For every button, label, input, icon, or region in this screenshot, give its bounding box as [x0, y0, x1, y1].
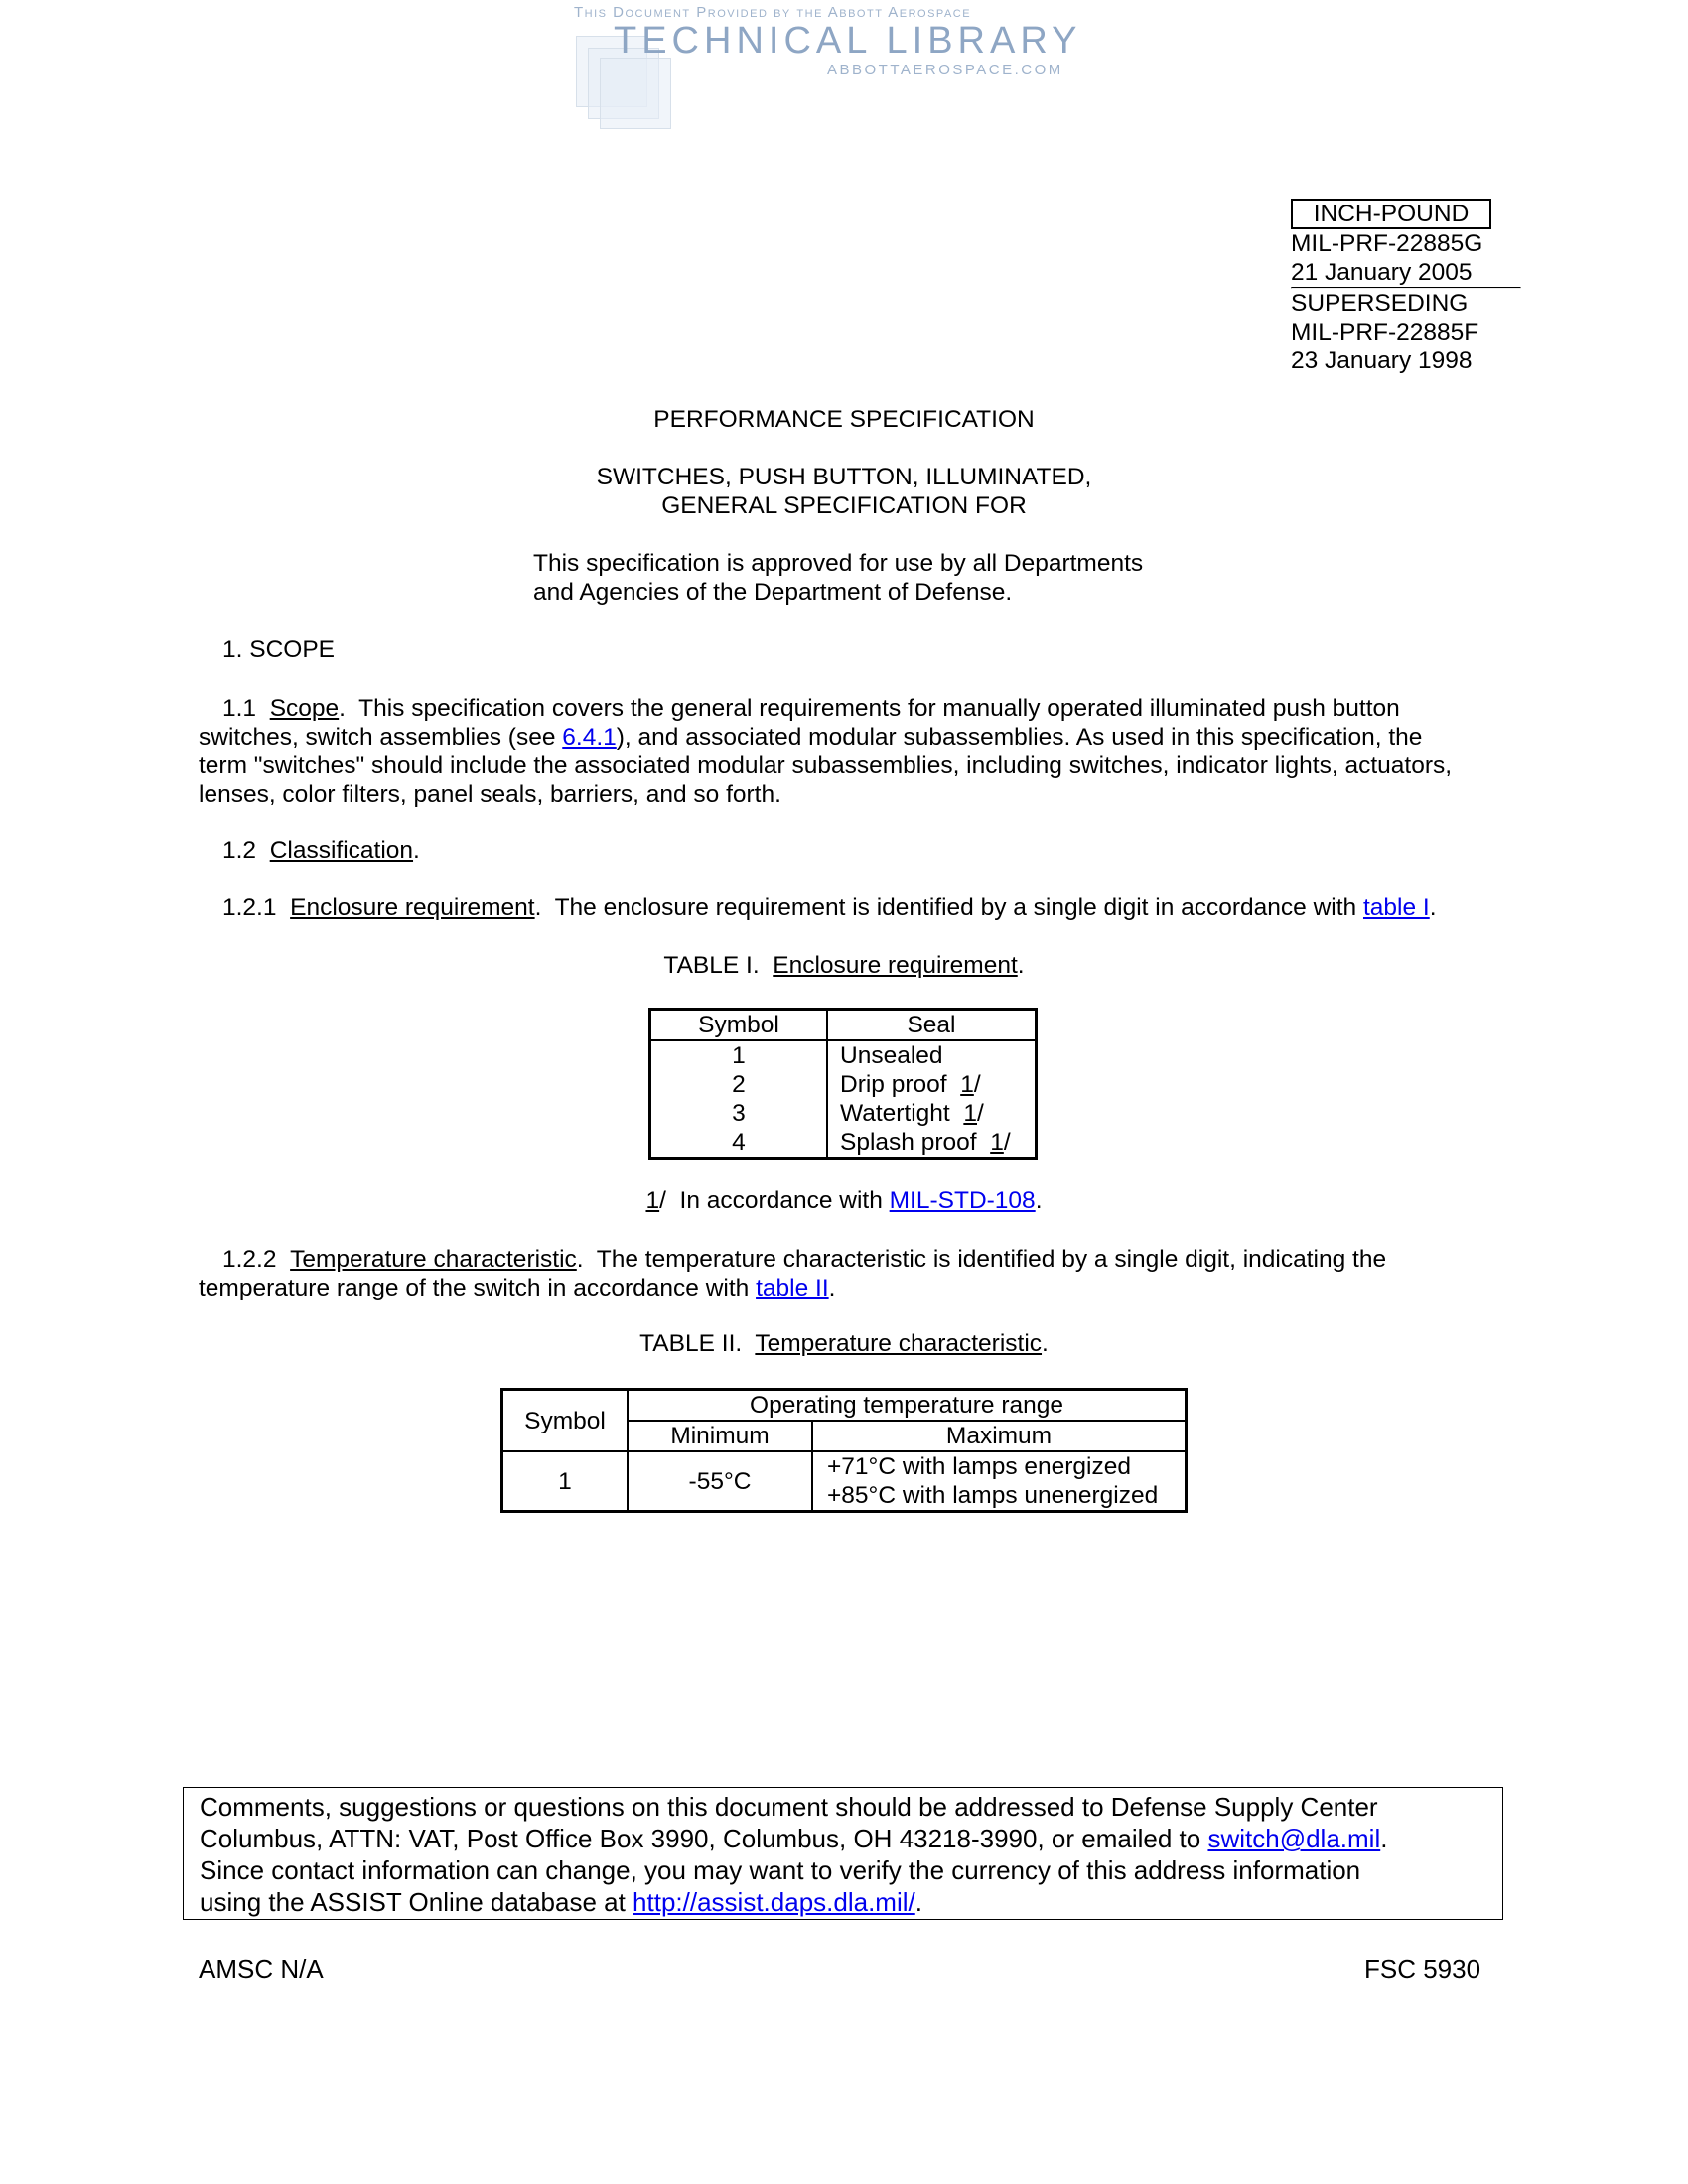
spec-type: PERFORMANCE SPECIFICATION	[653, 406, 1035, 433]
superseded-number: MIL-PRF-22885F	[1291, 319, 1479, 345]
footnote-ref: 1	[960, 1071, 974, 1098]
approval-line-1: This specification is approved for use by all Departments	[533, 550, 1144, 577]
table-row: 3 Watertight 1/	[650, 1099, 1037, 1128]
para-text: lenses, color filters, panel seals, barriers, and so forth.	[199, 781, 781, 808]
header-symbol: Symbol	[502, 1390, 629, 1452]
watermark-url: ABBOTTAEROSPACE.COM	[827, 62, 1063, 78]
para-number: 1.2.2	[222, 1246, 277, 1273]
para-title: Classification	[269, 837, 414, 864]
table-1-caption: TABLE I. Enclosure requirement.	[663, 952, 1025, 979]
footnote-text: / In accordance with	[659, 1187, 890, 1214]
paragraph-1-2: 1.2 Classification.	[222, 837, 420, 864]
watermark-provided-by: This Document Provided by the Abbott Aerospace	[574, 4, 972, 21]
cell-symbol: 4	[650, 1128, 828, 1159]
table-2-caption: TABLE II. Temperature characteristic.	[639, 1330, 1049, 1357]
para-text: temperature range of the switch in accordance with	[199, 1275, 757, 1301]
para-text: The enclosure requirement is identified by a single digit in accordance with	[541, 894, 1363, 921]
link-mil-std-108[interactable]: MIL-STD-108	[889, 1187, 1036, 1214]
assist-url-link[interactable]: http://assist.daps.dla.mil/	[633, 1887, 915, 1917]
cell-symbol: 2	[650, 1070, 828, 1099]
title-line-2: GENERAL SPECIFICATION FOR	[661, 492, 1027, 519]
max-unenergized: +85°C with lamps unenergized	[827, 1482, 1159, 1509]
watermark-logo	[574, 4, 1090, 113]
paragraph-1-2-1: 1.2.1 Enclosure requirement. The enclosure requirement is identified by a single digit in accordance with table I.	[222, 894, 1437, 921]
link-6-4-1[interactable]: 6.4.1	[562, 724, 617, 751]
email-link[interactable]: switch@dla.mil	[1207, 1824, 1381, 1853]
para-text: term "switches" should include the associated modular subassemblies, including switches, indicator lights, actuators,	[199, 752, 1453, 779]
header-maximum: Maximum	[945, 1423, 1053, 1449]
table-row	[502, 1451, 1187, 1512]
max-energized: +71°C with lamps energized	[827, 1453, 1131, 1480]
table-row: 4 Splash proof 1/	[650, 1128, 1037, 1159]
watermark-title: TECHNICAL LIBRARY	[614, 20, 1082, 62]
footer-amsc: AMSC N/A	[199, 1954, 324, 1983]
table-enclosure	[648, 1008, 1038, 1160]
para-text: switches, switch assemblies (see	[199, 724, 563, 751]
cell-minimum: -55°C	[628, 1451, 812, 1512]
units-badge: INCH-POUND	[1291, 199, 1491, 229]
paragraph-1-2-2: 1.2.2 Temperature characteristic. The temperature characteristic is identified by a single digit, indicating the temperature range of the switch in accordance with table II.	[199, 1246, 1387, 1301]
caption-prefix: TABLE II.	[639, 1330, 756, 1357]
para-number: 1.2.1	[222, 894, 277, 921]
comments-box: Comments, suggestions or questions on this document should be addressed to Defense Supply Center Columbus, ATTN: VAT, Post Office Box 3990, Columbus, OH 43218-3990, or emailed to switch@dla.mil. Since contact information can change, you may want to verify the currency of this address information using the ASSIST Online database at http://assist.daps.dla.mil/.	[183, 1787, 1503, 1920]
approval-line-2: and Agencies of the Department of Defense.	[533, 579, 1013, 606]
doc-date: 21 January 2005	[1291, 259, 1473, 286]
superseding-label: SUPERSEDING	[1291, 290, 1469, 317]
section-heading-scope: 1. SCOPE	[222, 636, 336, 663]
para-number: 1.1	[222, 695, 257, 722]
cell-maximum	[812, 1451, 1187, 1512]
caption-title: Temperature characteristic	[755, 1330, 1043, 1357]
paragraph-1-1: 1.1 Scope. This specification covers the general requirements for manually operated illuminated push button switches, switch assemblies (see 6.4.1), and associated modular subassemblies. As used in this specification, the term "switches" should include the associated modular subassemblies, including switches, indicator lights, actuators, lenses, color filters, panel seals, barriers, and so forth.	[199, 694, 1519, 809]
cell-seal: Splash proof	[840, 1129, 991, 1156]
caption-prefix: TABLE I.	[663, 952, 774, 979]
cell-seal: Unsealed	[840, 1042, 943, 1069]
comments-line: Comments, suggestions or questions on this document should be addressed to Defense Supply Center	[200, 1792, 1378, 1822]
para-title: Enclosure requirement	[290, 894, 535, 921]
document-header	[1291, 199, 1519, 375]
para-title: Temperature characteristic	[290, 1246, 577, 1273]
table-row: 2 Drip proof 1/	[650, 1070, 1037, 1099]
footnote-ref: 1	[963, 1100, 977, 1127]
link-table-1[interactable]: table I	[1362, 894, 1430, 921]
para-text: This specification covers the general requirements for manually operated illuminated push button	[345, 695, 1400, 722]
table-temperature	[500, 1388, 1188, 1513]
comments-line: Columbus, ATTN: VAT, Post Office Box 3990, Columbus, OH 43218-3990, or emailed to	[200, 1824, 1208, 1853]
para-text: ), and associated modular subassemblies. As used in this specification, the	[616, 724, 1423, 751]
link-table-2[interactable]: table II	[756, 1275, 829, 1301]
cell-seal: Drip proof	[840, 1071, 961, 1098]
table-1-footnote: 1/ In accordance with MIL-STD-108.	[645, 1187, 1043, 1214]
comments-line: using the ASSIST Online database at	[200, 1887, 633, 1917]
header-operating-range: Operating temperature range	[628, 1390, 1187, 1422]
footnote-mark: 1	[645, 1187, 660, 1214]
header-seal: Seal	[907, 1012, 956, 1038]
header-minimum: Minimum	[628, 1421, 812, 1451]
caption-title: Enclosure requirement	[773, 952, 1018, 979]
doc-number: MIL-PRF-22885G	[1291, 230, 1483, 257]
superseded-date: 23 January 1998	[1291, 347, 1473, 374]
header-symbol: Symbol	[650, 1010, 828, 1041]
para-text: The temperature characteristic is identified by a single digit, indicating the	[583, 1246, 1387, 1273]
table-row	[650, 1040, 1037, 1070]
footnote-ref: 1	[990, 1129, 1004, 1156]
comments-line: Since contact information can change, you may want to verify the currency of this address information	[200, 1855, 1361, 1885]
cell-symbol: 1	[502, 1451, 629, 1512]
cell-seal: Watertight	[840, 1100, 964, 1127]
cell-symbol: 3	[650, 1099, 828, 1128]
para-number: 1.2	[222, 837, 257, 864]
footer-fsc: FSC 5930	[1364, 1954, 1481, 1983]
para-title: Scope	[269, 695, 340, 722]
cell-symbol: 1	[650, 1040, 828, 1070]
title-line-1: SWITCHES, PUSH BUTTON, ILLUMINATED,	[596, 464, 1092, 490]
